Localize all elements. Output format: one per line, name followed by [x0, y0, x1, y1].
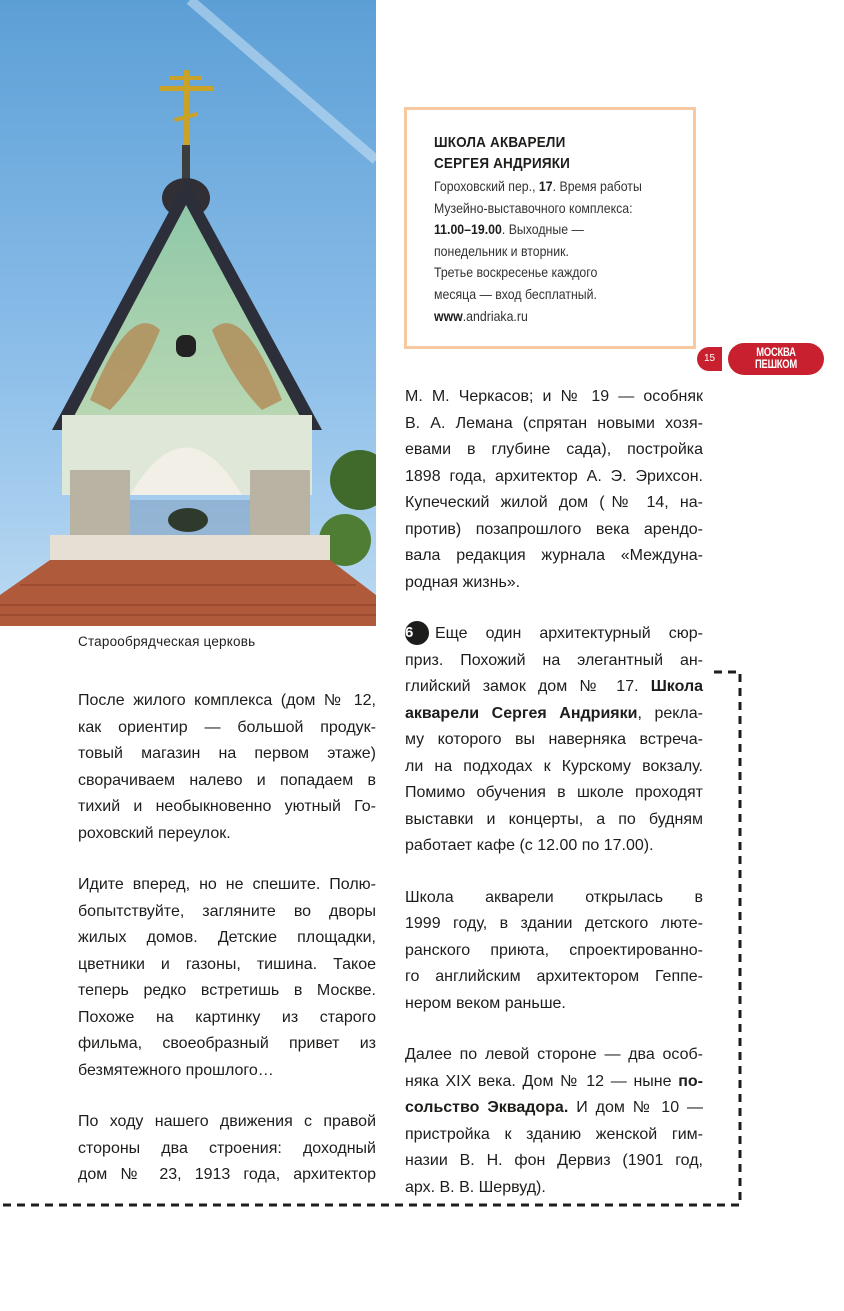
- text-line: ли на подходах к Курскому вокзалу.: [405, 757, 703, 775]
- text-line: После жилого комплекса (дом № 12,: [78, 692, 376, 709]
- info-title-line1: ШКОЛА АКВАРЕЛИ: [434, 134, 566, 151]
- text-line: му которого вы наверняка встреча-: [405, 731, 703, 748]
- address-hours-label: . Время работы: [552, 178, 642, 194]
- left-column: [78, 688, 376, 1189]
- text-line: стороны два строения: доходный: [78, 1139, 376, 1157]
- text-line: роховский переулок.: [78, 824, 231, 842]
- text-line: 1898 года, архитектор А. Э. Эрихсон.: [405, 467, 703, 485]
- text-line: как ориентир — большой продук-: [78, 718, 376, 736]
- embassy-bold: по-: [678, 1072, 703, 1090]
- text-line: тихий и необыкновенно уютный Го-: [78, 798, 376, 815]
- brand-logo: [728, 343, 824, 375]
- text-line: дом № 23, 1913 года, архитектор: [78, 1166, 376, 1183]
- info-title-line2: СЕРГЕЯ АНДРИЯКИ: [434, 155, 571, 172]
- text-fragment: И дом № 10 —: [568, 1099, 704, 1116]
- text-line: безмятежного прошлого…: [78, 1061, 274, 1079]
- text-line: Купеческий жилой дом (№ 14, на-: [405, 494, 703, 511]
- text-line: ранского приюта, спроектированно-: [405, 941, 703, 959]
- brand-line2: ПЕШКОМ: [754, 359, 798, 371]
- text-line: сворачиваем налево и попадаем в: [78, 771, 376, 789]
- text-line: го английским архитектором Геппе-: [405, 968, 703, 985]
- right-paragraph-3: [405, 885, 703, 1018]
- text-line: Школа акварели открылась в: [405, 888, 703, 906]
- info-line-2: Музейно-выставочного комплекса:: [434, 199, 633, 216]
- info-address: [434, 178, 642, 194]
- opening-hours: 11.00–19.00: [434, 221, 502, 238]
- embassy-bold: сольство Эквадора.: [405, 1099, 569, 1116]
- text-line: [405, 1095, 703, 1122]
- text-fragment: Еще один архитектурный сюр-: [435, 625, 703, 642]
- text-line: М. М. Черкасов; и № 19 — особняк: [405, 388, 703, 405]
- info-line-3: . Выходные —: [501, 221, 584, 238]
- right-paragraph-2: [405, 621, 703, 860]
- text-line: Похоже на картинку из старого: [78, 1008, 376, 1026]
- text-line: [405, 701, 703, 728]
- school-name-bold: акварели Сергея Андрияки: [405, 704, 638, 722]
- text-line: против) позапрошлого века арендо-: [405, 520, 703, 538]
- info-line-4: понедельник и вторник.: [434, 242, 569, 259]
- info-line-5: Третье воскресенье каждого: [434, 264, 598, 281]
- website-prefix: www: [434, 307, 463, 324]
- text-line: По ходу нашего движения с правой: [78, 1113, 376, 1130]
- text-line: нером веком раньше.: [405, 994, 566, 1012]
- text-line: арх. В. В. Шервуд).: [405, 1178, 546, 1196]
- left-paragraph-3: [78, 1109, 376, 1189]
- brand-line1: МОСКВА: [756, 347, 796, 359]
- text-fragment: няка XIX века. Дом № 12 — ныне: [405, 1072, 679, 1090]
- right-paragraph-1: [405, 384, 703, 596]
- text-line: назии В. Н. фон Дервиз (1901 год,: [405, 1152, 703, 1169]
- text-line: вала редакция журнала «Междуна-: [405, 547, 703, 564]
- route-point-marker: 6: [405, 621, 429, 645]
- text-line: В. А. Лемана (спрятан новыми хозя-: [405, 414, 703, 432]
- church-photo: [0, 0, 376, 626]
- text-line: пристройка к зданию женской гим-: [405, 1125, 703, 1143]
- text-line: родная жизнь».: [405, 573, 521, 591]
- left-paragraph-1: [78, 688, 376, 847]
- website-link[interactable]: .andriaka.ru: [462, 307, 528, 324]
- text-line: работает кафе (с 12.00 по 17.00).: [405, 837, 654, 854]
- text-line: Идите вперед, но не спешите. Полю-: [78, 876, 376, 893]
- text-fragment: , рекла-: [637, 704, 703, 722]
- info-body: [434, 176, 644, 327]
- page-number: 15: [697, 347, 722, 371]
- text-line: жилых домов. Детские площадки,: [78, 929, 376, 946]
- text-line: товый магазин на первом этаже): [78, 745, 376, 762]
- school-name-bold: Школа: [650, 678, 704, 695]
- text-line: приз. Похожий на элегантный ан-: [405, 651, 703, 669]
- text-line: бопытствуйте, загляните во дворы: [78, 902, 376, 920]
- left-paragraph-2: [78, 872, 376, 1084]
- info-box: [404, 107, 696, 349]
- text-line: цветники и газоны, тишина. Такое: [78, 955, 376, 973]
- right-column: [405, 384, 703, 1201]
- text-line: теперь редко встретишь в Москве.: [78, 982, 376, 999]
- address-number: 17: [538, 178, 553, 194]
- text-line: [405, 621, 703, 648]
- text-line: Помимо обучения в школе проходят: [405, 784, 703, 801]
- photo-caption: Старообрядческая церковь: [78, 634, 256, 649]
- text-line: Далее по левой стороне — два особ-: [405, 1046, 703, 1063]
- text-line: [405, 674, 703, 701]
- address-street: Гороховский пер.,: [434, 178, 539, 194]
- text-line: 1999 году, в здании детского люте-: [405, 915, 703, 932]
- text-line: выставки и концерты, а по будням: [405, 810, 703, 828]
- info-line-6: месяца — вход бесплатный.: [434, 285, 597, 302]
- text-line: фильма, своеобразный привет из: [78, 1035, 376, 1052]
- text-line: евами в глубине сада), постройка: [405, 441, 703, 458]
- right-paragraph-4: [405, 1042, 703, 1201]
- text-line: [405, 1069, 703, 1096]
- text-fragment: глийский замок дом № 17.: [405, 678, 639, 695]
